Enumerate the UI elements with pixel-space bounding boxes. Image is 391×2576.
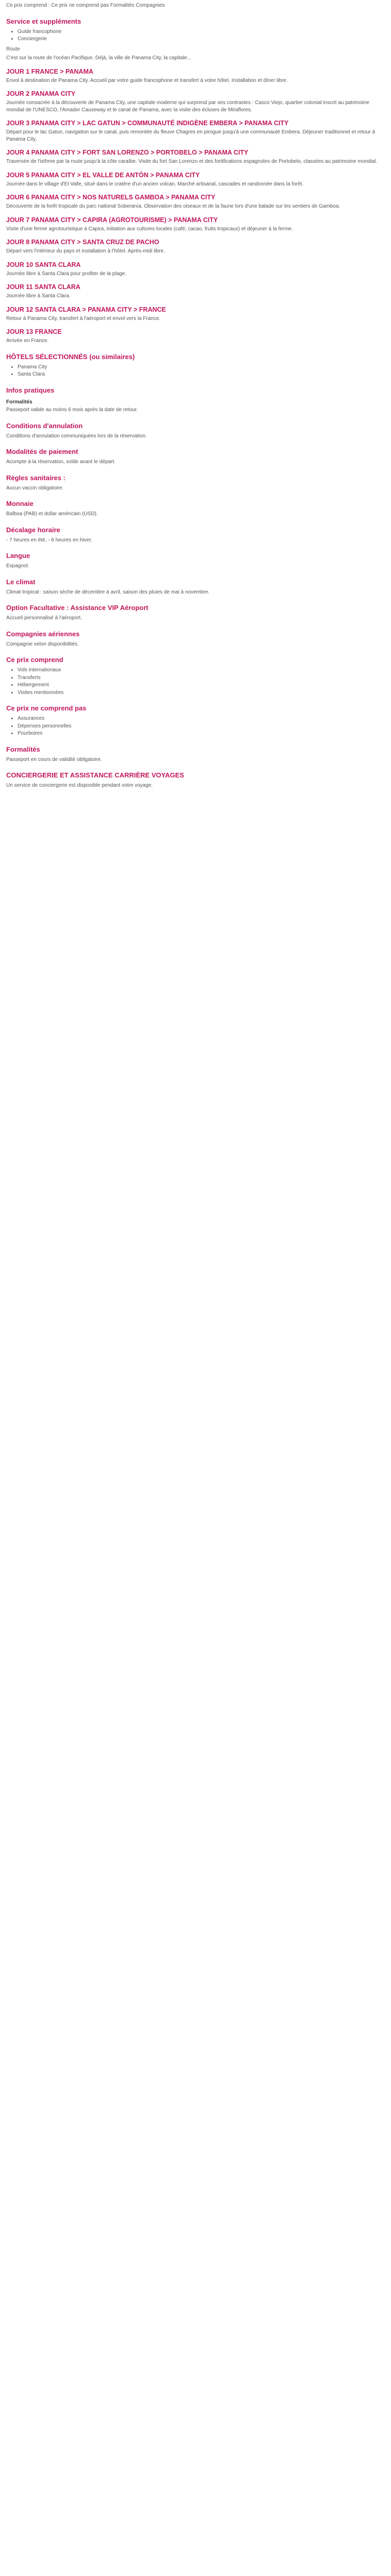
list-item: • Conciergerie	[18, 36, 385, 43]
option-title: Option Facultative : Assistance VIP Aéroport	[6, 604, 149, 612]
compagnies-text: Compagnie selon disponibilités.	[6, 641, 79, 647]
conciergerie-text: Un service de conciergerie est disponible pendant votre voyage.	[6, 783, 153, 788]
regles-title: Règles sanitaires :	[6, 473, 66, 482]
day-text: Journée libre à Santa Clara.	[6, 293, 71, 299]
reunion-text: C'est sur la route de l'océan Pacifique. Déjà, la ville de Panama City, la capitale...	[6, 55, 191, 61]
day-title: JOUR 10 SANTA CLARA	[6, 261, 81, 268]
day-title: JOUR 12 SANTA CLARA > PANAMA CITY > FRANCE	[6, 306, 166, 313]
prix-comprend-title: Ce prix comprend	[6, 656, 63, 664]
monnaie-title: Monnaie	[6, 500, 34, 507]
list-item: • Transferts	[18, 674, 385, 682]
regles-text: Aucun vaccin obligatoire.	[6, 485, 64, 491]
langue-title: Langue	[6, 552, 30, 560]
day-title: JOUR 13 FRANCE	[6, 328, 62, 335]
pratiques-subtitle: Formalités	[6, 399, 32, 405]
option-text: Accueil personnalisé à l'aéroport.	[6, 615, 82, 621]
monnaie-text: Balboa (PAB) et dollar américain (USD).	[6, 511, 98, 517]
langue-text: Espagnol.	[6, 563, 29, 569]
pratiques-text: Passeport valide au moins 6 mois après la date de retour.	[6, 407, 138, 413]
day-text: Journée consacrée à la découverte de Panama City, une capitale moderne qui surprend par ses contrastes : Casco Viejo, quartier colonial inscrit au patrimoine mondial de l'UNESCO, l'Amador Causeway et le canal de Panama, avec la visite des écluses de Miraflores.	[6, 100, 369, 113]
decalage-title: Décalage horaire	[6, 526, 60, 534]
day-text: Journée dans le village d'El Valle, situé dans le cratère d'un ancien volcan. Marché artisanal, cascades et randonnée dans la forêt.	[6, 181, 304, 187]
list-item: • Visites mentionnées	[18, 689, 385, 697]
formalites-title: Formalités	[6, 745, 40, 753]
services-title: Service et suppléments	[6, 17, 82, 25]
day-text: Départ pour le lac Gatun, navigation sur le canal, puis remontée du fleuve Chagres en pirogue jusqu'à une communauté Embera. Déjeuner traditionnel et retour à Panama City.	[6, 129, 376, 142]
day-title: JOUR 4 PANAMA CITY > FORT SAN LORENZO > PORTOBELO > PANAMA CITY	[6, 149, 249, 156]
conciergerie-title: CONCIERGERIE ET ASSISTANCE CARRIÈRE VOYAGES	[6, 771, 184, 779]
day-title: JOUR 1 FRANCE > PANAMA	[6, 67, 93, 75]
list-item: • Guide francophone	[18, 28, 385, 36]
formalites-text: Passeport en cours de validité obligatoire.	[6, 756, 102, 762]
day-text: Envol à destination de Panama City. Accueil par votre guide francophone et transfert à votre hôtel. Installation et dîner libre.	[6, 77, 288, 83]
prix-ne-comprend-list	[6, 715, 385, 737]
conditions-title: Conditions d'annulation	[6, 421, 83, 430]
day-title: JOUR 2 PANAMA CITY	[6, 90, 76, 97]
itinerary	[6, 68, 385, 345]
prix-ne-comprend-title: Ce prix ne comprend pas	[6, 704, 87, 712]
list-item: • Pourboires	[18, 730, 385, 737]
list-item: • Dépenses personnelles	[18, 723, 385, 730]
hotels-title: HÔTELS SÉLECTIONNÉS (ou similaires)	[6, 352, 135, 361]
modalites-text: Acompte à la réservation, solde avant le départ.	[6, 459, 116, 465]
day-title: JOUR 3 PANAMA CITY > LAC GATUN > COMMUNAUTÉ INDIGÈNE EMBERA > PANAMA CITY	[6, 120, 289, 127]
intro: Ce prix comprend : Ce prix ne comprend pas Formalités Compagnies	[6, 3, 165, 8]
climat-title: Le climat	[6, 578, 36, 586]
list-item: • Assurances	[18, 715, 385, 722]
day-title: JOUR 11 SANTA CLARA	[6, 283, 80, 291]
conditions-text: Conditions d'annulation communiquées lors de la réservation.	[6, 433, 147, 439]
day-text: Retour à Panama City, transfert à l'aéroport et envol vers la France.	[6, 315, 161, 321]
services-text: Route	[6, 46, 20, 52]
prix-comprend-list	[6, 667, 385, 696]
list-item: • Hébergement	[18, 682, 385, 689]
list-item: • Vols internationaux	[18, 667, 385, 674]
day-text: Arrivée en France.	[6, 338, 49, 344]
list-item: • Santa Clara	[18, 371, 385, 378]
day-text: Départ vers l'intérieur du pays et installation à l'hôtel. Après-midi libre.	[6, 248, 165, 254]
compagnies-title: Compagnies aériennes	[6, 630, 80, 638]
day-text: Découverte de la forêt tropicale du parc national Soberanía. Observation des oiseaux et de la faune lors d'une balade sur les sentiers de Gamboa.	[6, 204, 340, 209]
pratiques-title: Infos pratiques	[6, 386, 55, 394]
services-list	[6, 28, 385, 43]
day-title: JOUR 7 PANAMA CITY > CAPIRA (AGROTOURISME) > PANAMA CITY	[6, 216, 218, 224]
day-title: JOUR 8 PANAMA CITY > SANTA CRUZ DE PACHO	[6, 239, 159, 246]
modalites-title: Modalités de paiement	[6, 448, 78, 455]
day-title: JOUR 5 PANAMA CITY > EL VALLE DE ANTÓN > PANAMA CITY	[6, 171, 200, 179]
page	[0, 0, 391, 804]
decalage-text: - 7 heures en été, - 6 heures en hiver.	[6, 537, 92, 543]
hotels-list	[6, 364, 385, 378]
day-text: Journée libre à Santa Clara pour profiter de la plage.	[6, 270, 126, 277]
day-text: Traversée de l'isthme par la route jusqu'à la côte caraïbe. Visite du fort San Lorenzo et des fortifications espagnoles de Portobelo, classées au patrimoine mondial.	[6, 159, 378, 164]
climat-text: Climat tropical : saison sèche de décembre à avril, saison des pluies de mai à novembre.	[6, 589, 210, 595]
day-text: Visite d'une ferme agrotouristique à Capira, initiation aux cultures locales (café, cacao, fruits tropicaux) et déjeuner à la ferme.	[6, 226, 293, 232]
list-item: • Panama City	[18, 364, 385, 371]
day-title: JOUR 6 PANAMA CITY > NOS NATURELS GAMBOA > PANAMA CITY	[6, 194, 216, 201]
